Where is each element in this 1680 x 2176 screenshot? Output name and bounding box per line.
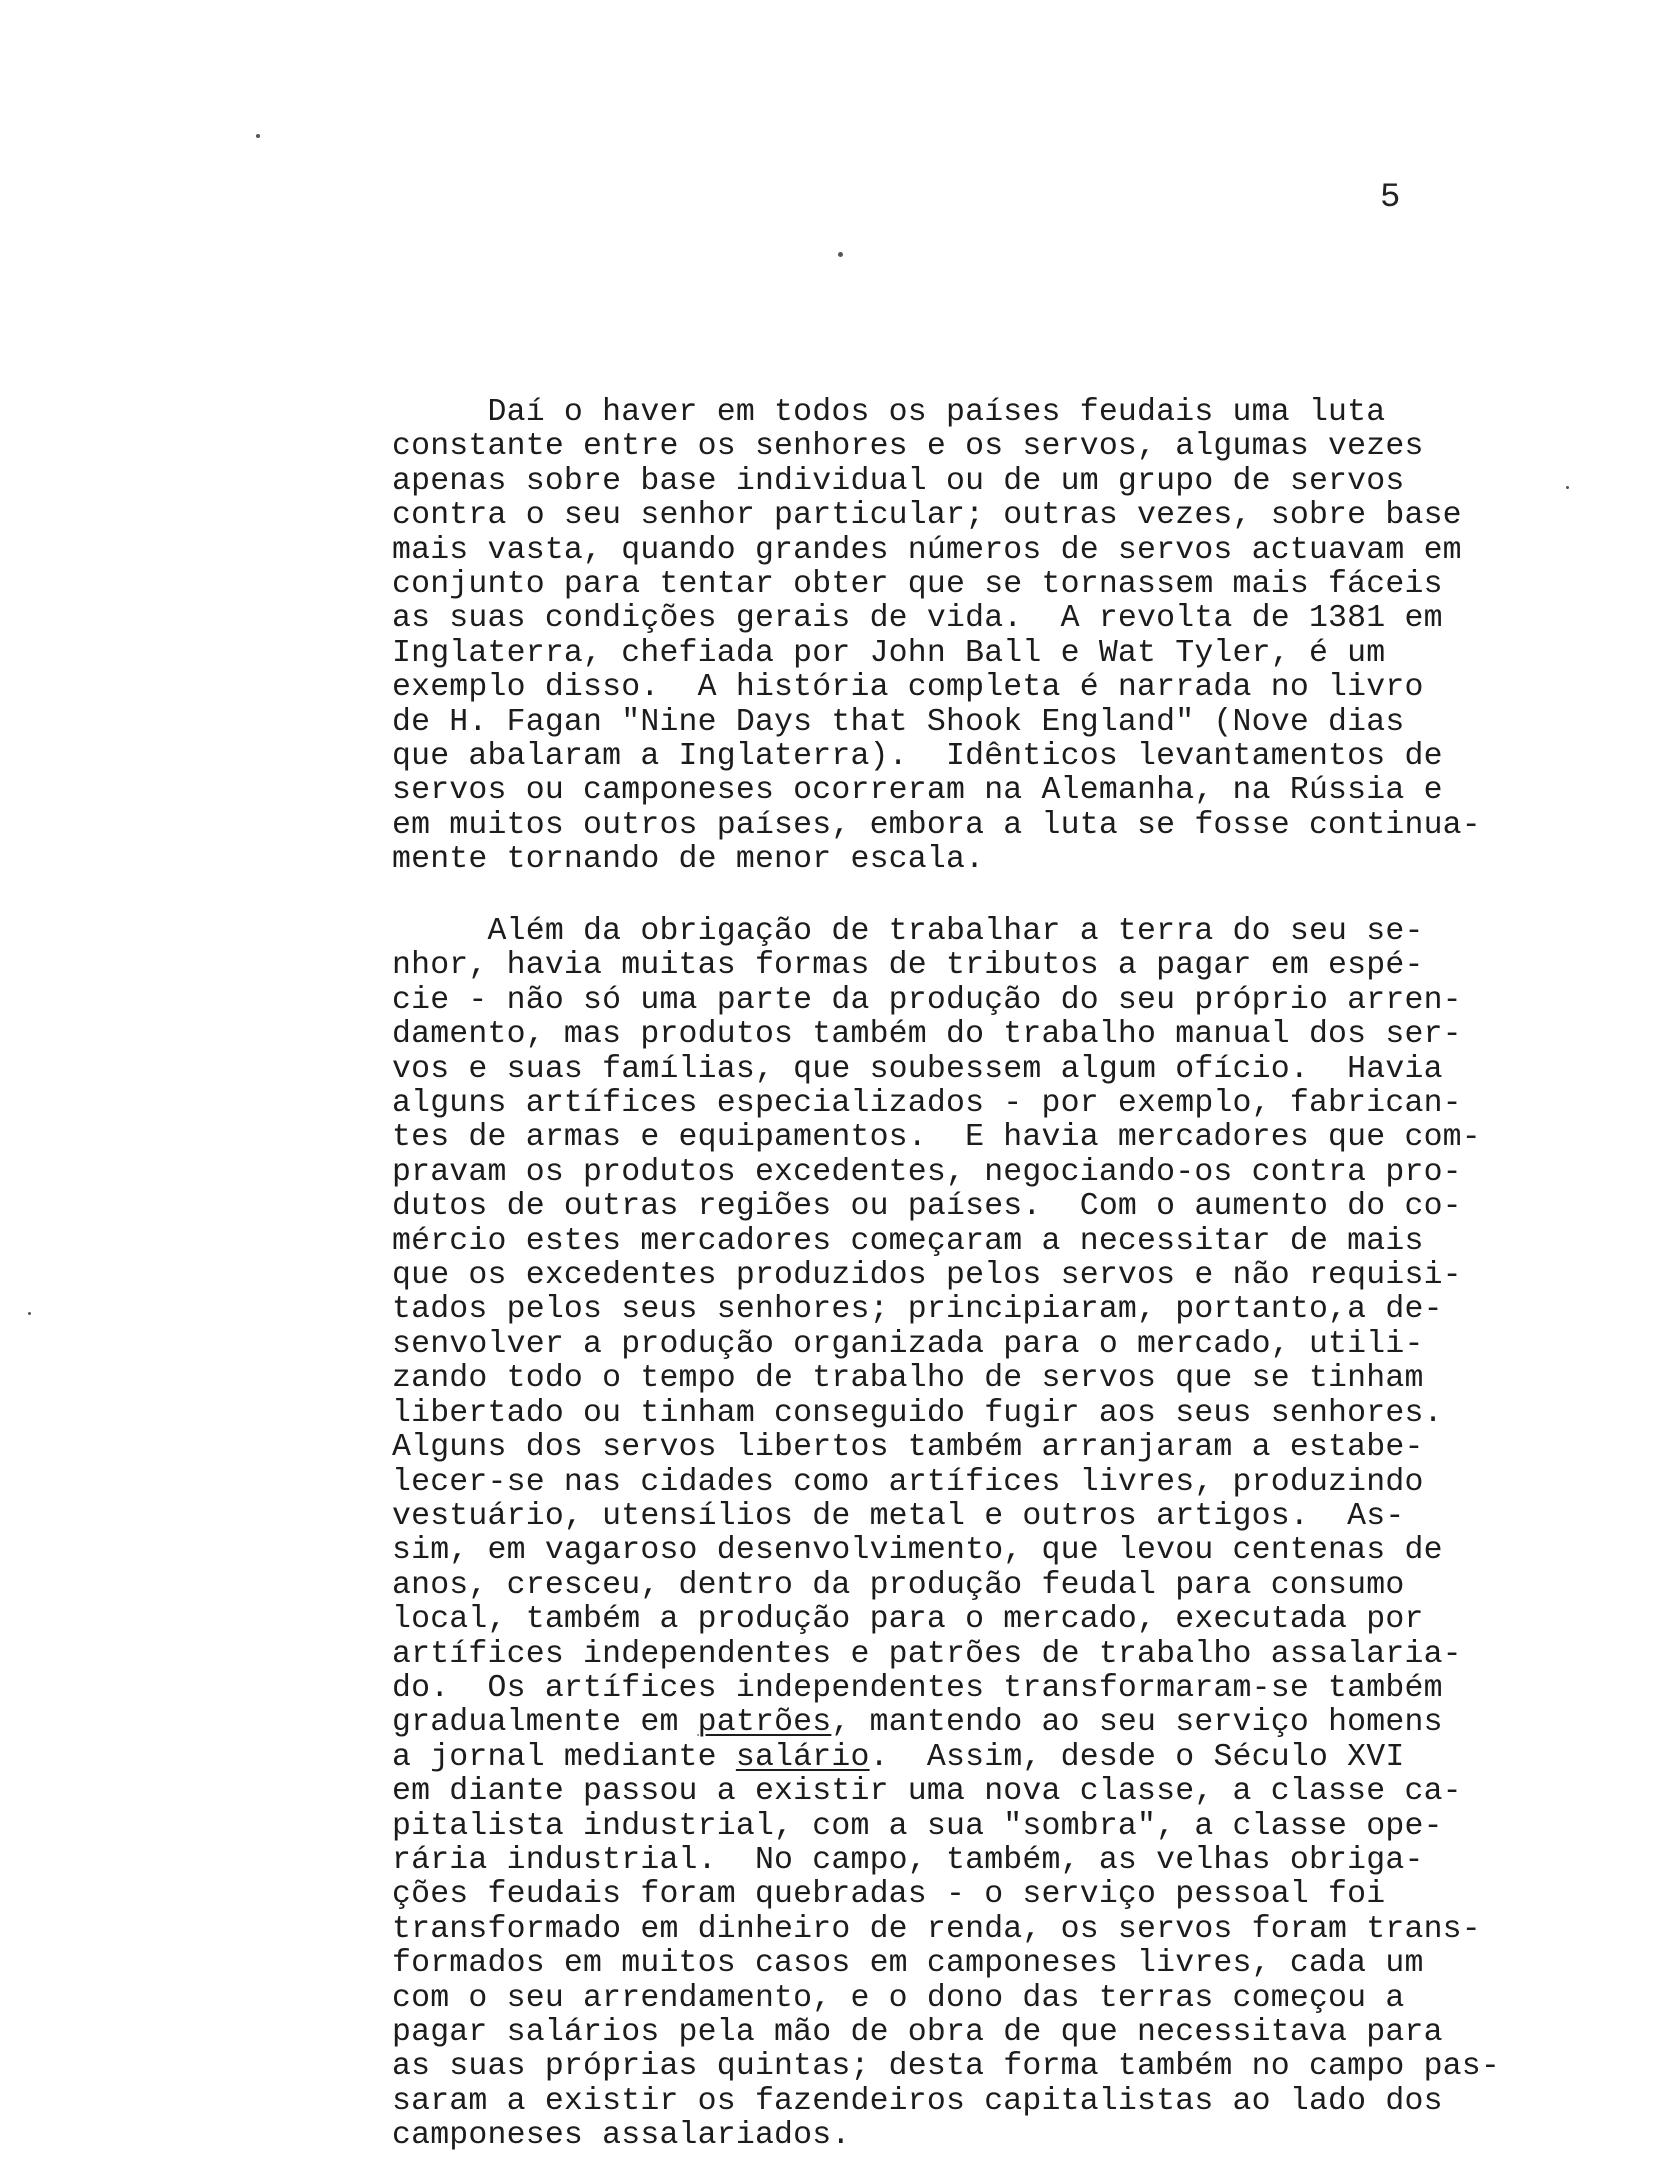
text-line: lecer-se nas cidades como artífices livres, produzindo [392,1464,1424,1500]
text-line: nhor, havia muitas formas de tributos a pagar em espé- [392,948,1424,984]
text-line: mente tornando de menor escala. [392,842,985,878]
text-line: senvolver a produção organizada para o mercado, utili- [392,1326,1424,1362]
text-line: libertado ou tinham conseguido fugir aos seus senhores. [392,1395,1443,1431]
text-line: servos ou camponeses ocorreram na Alemanha, na Rússia e [392,773,1443,809]
text-line: mais vasta, quando grandes números de servos actuavam em [392,532,1462,568]
text-line: sim, em vagaroso desenvolvimento, que levou centenas de [392,1533,1443,1569]
text-line: Daí o haver em todos os países feudais uma luta [392,395,1386,430]
text-line: zando todo o tempo de trabalho de servos que se tinham [392,1361,1424,1397]
text-line: Alguns dos servos libertos também arranjaram a estabe- [392,1430,1424,1466]
text-line [392,1706,1572,1740]
text-line: transformado em dinheiro de renda, os servos foram trans- [392,1911,1481,1947]
text-line: as suas próprias quintas; desta forma também no campo pas- [392,2049,1500,2085]
text-line: que abalaram a Inglaterra). Idênticos levantamentos de [392,739,1443,775]
text-line: anos, cresceu, dentro da produção feudal para consumo [392,1567,1405,1603]
text-line: pitalista industrial, com a sua "sombra", a classe ope- [392,1808,1443,1844]
text-line: camponeses assalariados. [392,2118,851,2154]
text-line: as suas condições gerais de vida. A revolta de 1381 em [392,601,1443,637]
text-line: formados em muitos casos em camponeses livres, cada um [392,1946,1424,1982]
text-line: mércio estes mercadores começaram a necessitar de mais [392,1223,1424,1259]
text-line: pagar salários pela mão de obra de que necessitava para [392,2015,1443,2050]
text-line: damento, mas produtos também do trabalho manual dos ser- [392,1017,1462,1053]
text-line: artífices independentes e patrões de trabalho assalaria- [392,1636,1462,1672]
text-line: do. Os artífices independentes transformaram-se também [392,1670,1443,1706]
text-line: cie - não só uma parte da produção do seu próprio arren- [392,982,1462,1018]
text-line: tes de armas e equipamentos. E havia mercadores que com- [392,1120,1481,1156]
text-line: conjunto para tentar obter que se tornassem mais fáceis [392,567,1443,603]
page-number: 5 [1380,179,1401,217]
text-segment: gradualmente em [392,1705,698,1741]
text-line: em diante passou a existir uma nova classe, a classe ca- [392,1774,1462,1810]
text-line: local, também a produção para o mercado, executada por [392,1602,1424,1638]
text-line: que os excedentes produzidos pelos servos e não requisi- [392,1258,1462,1294]
text-line: em muitos outros países, embora a luta se fosse continua- [392,807,1481,843]
text-line: contra o seu senhor particular; outras vezes, sobre base [392,498,1462,534]
text-line: Inglaterra, chefiada por John Ball e Wat Tyler, é um [392,635,1386,671]
text-segment: a jornal mediante [392,1739,736,1775]
underlined-word: salário [735,1739,870,1775]
text-line: vestuário, utensílios de metal e outros artigos. As- [392,1498,1405,1534]
paragraph-2 [392,915,1572,2154]
text-line: pravam os produtos excedentes, negociando-os contra pro- [392,1154,1462,1190]
text-line: rária industrial. No campo, também, as velhas obriga- [392,1842,1424,1878]
text-segment: . Assim, desde o Século XVI [869,1739,1405,1775]
text-line: de H. Fagan "Nine Days that Shook England" (Nove dias [392,704,1405,740]
text-line: vos e suas famílias, que soubessem algum ofício. Havia [392,1051,1443,1087]
text-line: constante entre os senhores e os servos, algumas vezes [392,429,1424,465]
text-line: tados pelos seus senhores; principiaram, portanto,a de- [392,1292,1443,1328]
text-line: apenas sobre base individual ou de um grupo de servos [392,463,1405,499]
underlined-word: patrões [697,1705,832,1741]
text-line: Além da obrigação de trabalhar a terra do seu se- [392,914,1424,949]
scan-speck [838,252,843,257]
text-line: exemplo disso. A história completa é narrada no livro [392,670,1424,706]
text-line: com o seu arrendamento, e o dono das terras começou a [392,1980,1405,2016]
text-line: ções feudais foram quebradas - o serviço pessoal foi [392,1877,1386,1913]
scan-speck [28,1312,31,1315]
text-segment: , mantendo ao seu serviço homens [831,1705,1443,1741]
text-line: saram a existir os fazendeiros capitalistas ao lado dos [392,2083,1443,2119]
text-line [392,1741,1572,1775]
scan-speck [256,134,260,138]
text-line: alguns artífices especializados - por exemplo, fabrican- [392,1086,1462,1122]
text-line: dutos de outras regiões ou países. Com o aumento do co- [392,1189,1462,1225]
paragraph-1 [392,396,1572,878]
